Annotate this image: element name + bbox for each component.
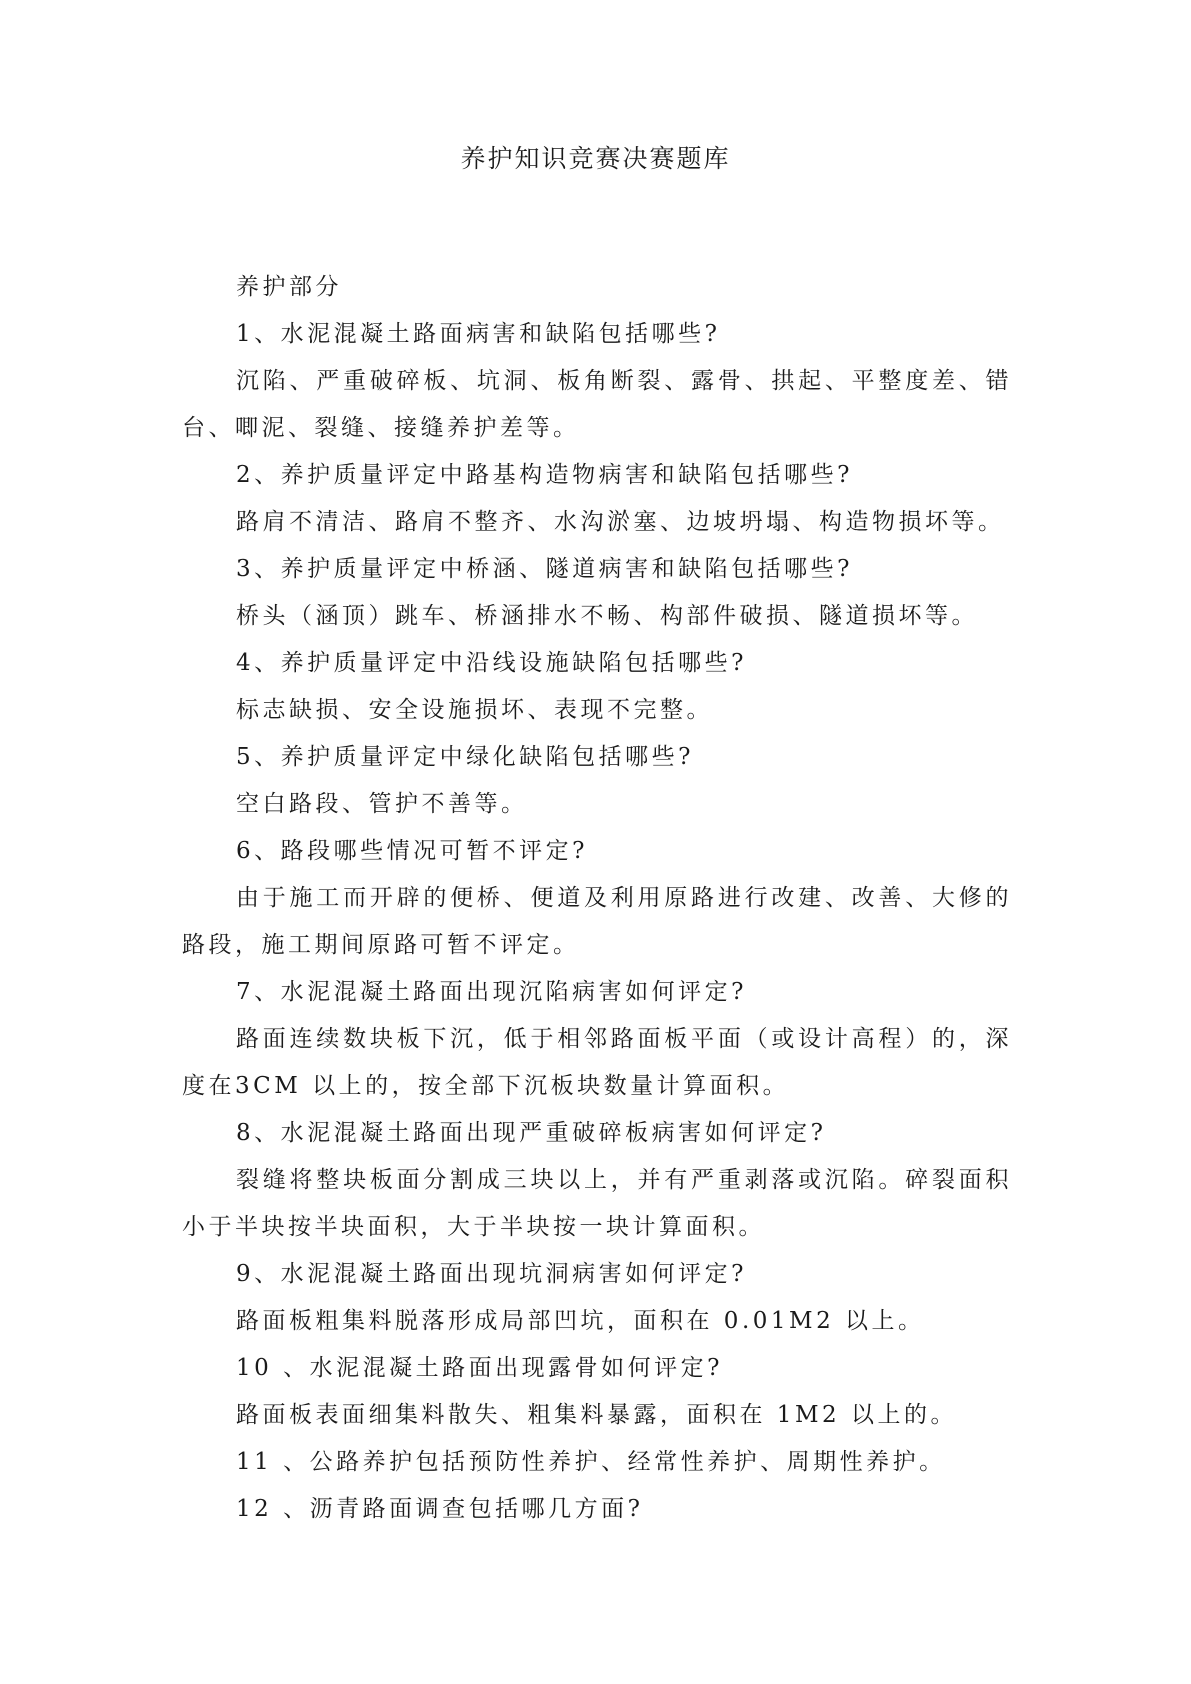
question-12: 12 、沥青路面调查包括哪几方面?	[236, 1496, 644, 1522]
question-7: 7、水泥混凝土路面出现沉陷病害如何评定?	[236, 979, 747, 1005]
question-9: 9、水泥混凝土路面出现坑洞病害如何评定?	[236, 1261, 747, 1287]
section-heading: 养护部分	[236, 274, 342, 300]
question-3: 3、养护质量评定中桥涵、隧道病害和缺陷包括哪些?	[236, 556, 853, 582]
document-body	[182, 264, 1012, 1533]
question-6: 6、路段哪些情况可暂不评定?	[236, 838, 588, 864]
question-5: 5、养护质量评定中绿化缺陷包括哪些?	[236, 744, 694, 770]
question-10: 10 、水泥混凝土路面出现露骨如何评定?	[236, 1355, 723, 1381]
question-2: 2、养护质量评定中路基构造物病害和缺陷包括哪些?	[236, 462, 853, 488]
answer-7: 路面连续数块板下沉，低于相邻路面板平面（或设计高程）的，深度在3CM 以上的，按全部下沉板块数量计算面积。	[182, 1026, 1012, 1099]
question-1: 1、水泥混凝土路面病害和缺陷包括哪些?	[236, 321, 721, 347]
answer-6: 由于施工而开辟的便桥、便道及利用原路进行改建、改善、大修的路段，施工期间原路可暂不评定。	[182, 885, 1012, 958]
statement-11: 11 、公路养护包括预防性养护、经常性养护、周期性养护。	[236, 1449, 946, 1475]
answer-9: 路面板粗集料脱落形成局部凹坑，面积在 0.01M2 以上。	[236, 1308, 925, 1334]
document-title: 养护知识竞赛决赛题库	[460, 144, 731, 173]
question-4: 4、养护质量评定中沿线设施缺陷包括哪些?	[236, 650, 747, 676]
answer-10: 路面板表面细集料散失、粗集料暴露，面积在 1M2 以上的。	[236, 1402, 957, 1428]
answer-4: 标志缺损、安全设施损坏、表现不完整。	[236, 697, 713, 723]
answer-5: 空白路段、管护不善等。	[236, 791, 528, 817]
answer-2: 路肩不清洁、路肩不整齐、水沟淤塞、边坡坍塌、构造物损坏等。	[236, 509, 1005, 535]
answer-8: 裂缝将整块板面分割成三块以上，并有严重剥落或沉陷。碎裂面积小于半块按半块面积，大于半块按一块计算面积。	[182, 1167, 1012, 1240]
answer-3: 桥头（涵顶）跳车、桥涵排水不畅、构部件破损、隧道损坏等。	[236, 603, 978, 629]
question-8: 8、水泥混凝土路面出现严重破碎板病害如何评定?	[236, 1120, 827, 1146]
answer-1: 沉陷、严重破碎板、坑洞、板角断裂、露骨、拱起、平整度差、错台、唧泥、裂缝、接缝养护差等。	[182, 368, 1012, 441]
